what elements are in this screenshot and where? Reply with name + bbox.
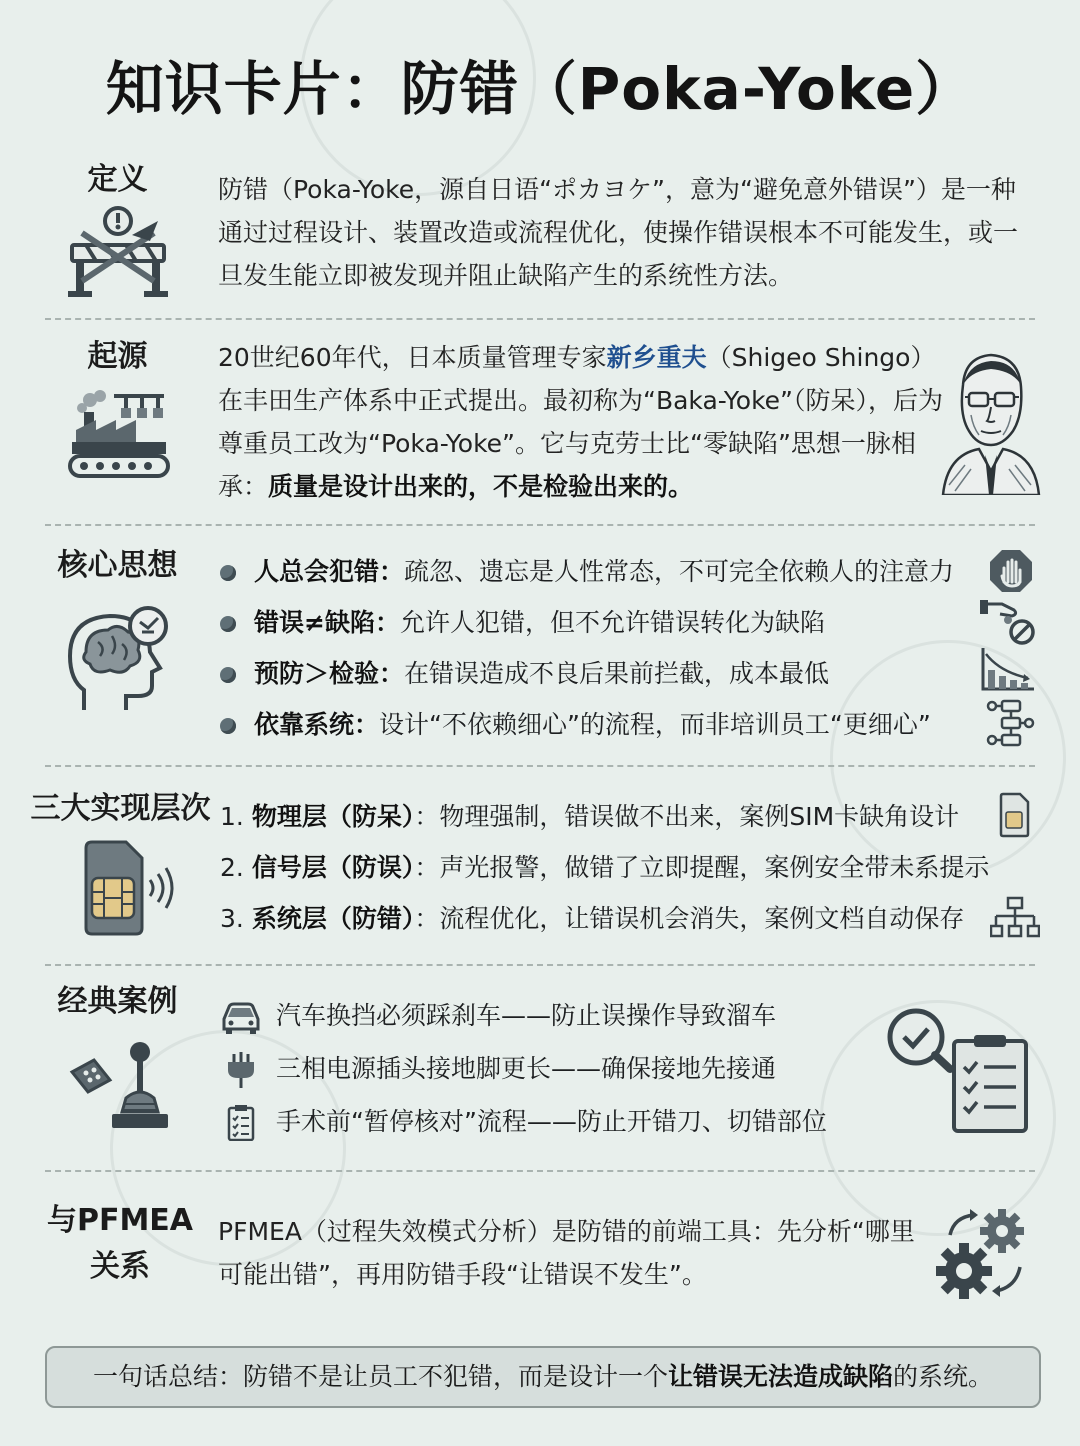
divider [45,318,1035,320]
level-item [220,795,959,839]
level-desc: ：物理强制，错误做不出来，案例SIM卡缺角设计 [414,802,960,831]
core-item-term: 依靠系统： [254,710,380,739]
case-item [220,1100,827,1144]
barrier-warning-icon [66,205,170,299]
pfmea-label-line1: 与PFMEA [46,1203,194,1238]
core-item-desc: 疏忽、遗忘是人性常态，不可完全依赖人的注意力 [404,557,955,586]
origin-text [218,336,948,508]
origin-emphasis: 质量是设计出来的，不是检验出来的。 [268,472,694,501]
hand-block-icon [980,598,1036,646]
hierarchy-icon [990,896,1040,942]
level-number: 1. [220,802,244,831]
page-title: 知识卡片：防错（Poka-Yoke） [105,55,975,123]
bullet-icon [220,616,236,632]
level-item [220,897,964,941]
origin-person-name: 新乡重夫 [606,343,707,372]
level-term: 物理层（防呆） [251,802,415,831]
section-label-origin: 起源 [87,339,148,374]
section-label-cases: 经典案例 [57,984,178,1019]
origin-text-part2: （Shigeo Shingo）在丰田生产体系中正式提出。最初称为“Baka-Yoke”（防呆），后为尊重员工改为“Poka-Yoke”。它与克劳士比“零缺陷”思想一脉相承： [218,343,944,501]
magnifier-checklist-icon [882,1005,1032,1135]
bullet-icon [220,667,236,683]
divider [45,765,1035,767]
pfmea-label-line2: 关系 [90,1249,150,1284]
core-item [220,550,954,594]
section-label-pfmea [40,1198,200,1290]
gears-cycle-icon [934,1205,1034,1301]
case-item-text: 手术前“暂停核对”流程——防止开错刀、切错部位 [276,1107,827,1136]
core-item [220,601,825,645]
bullet-icon [220,718,236,734]
bullet-icon [220,565,236,581]
core-item-term: 人总会犯错： [254,557,405,586]
level-number: 2. [220,853,244,882]
section-label-core: 核心思想 [57,548,178,583]
flowchart-icon [984,698,1036,748]
definition-text: 防错（Poka-Yoke，源自日语“ポカヨケ”，意为“避免意外错误”）是一种通过过程设计、装置改造或流程优化，使操作错误根本不可能发生，或一旦发生能立即被发现并阻止缺陷产生的系统性方法。 [218,175,1019,290]
divider [45,524,1035,526]
core-item-desc: 允许人犯错，但不允许错误转化为缺陷 [399,608,825,637]
level-term: 系统层（防错） [251,904,415,933]
origin-text-part1: 20世纪60年代，日本质量管理专家 [218,343,607,372]
declining-chart-icon [980,646,1036,692]
level-item [220,846,989,890]
sim-card-icon [998,792,1030,838]
summary-box [45,1346,1041,1408]
gear-shifter-icon [66,1040,170,1134]
summary-emphasis: 让错误无法造成缺陷 [667,1362,893,1391]
checklist-icon [220,1105,262,1141]
sim-card-signal-icon [78,840,178,936]
case-item-text: 汽车换挡必须踩刹车——防止误操作导致溜车 [276,1001,777,1030]
case-item [220,1047,776,1091]
divider [45,1170,1035,1172]
core-item-desc: 设计“不依赖细心”的流程，而非培训员工“更细心” [379,710,931,739]
core-item [220,703,931,747]
summary-suffix: 的系统。 [893,1362,994,1391]
factory-icon [66,390,170,486]
stop-hand-icon [988,548,1034,594]
section-label-definition: 定义 [87,162,148,197]
core-item-desc: 在错误造成不良后果前拦截，成本最低 [404,659,830,688]
level-number: 3. [220,904,244,933]
section-label-levels: 三大实现层次 [30,791,211,826]
case-item-text: 三相电源插头接地脚更长——确保接地先接通 [276,1054,777,1083]
level-term: 信号层（防误） [251,853,415,882]
head-brain-icon [64,604,174,712]
case-item [220,994,776,1038]
core-item-term: 错误≠缺陷： [254,608,400,637]
level-desc: ：流程优化，让错误机会消失，案例文档自动保存 [414,904,965,933]
car-icon [220,999,262,1035]
pfmea-text: PFMEA（过程失效模式分析）是防错的前端工具：先分析“哪里可能出错”，再用防错手段“让错误不发生”。 [218,1217,915,1289]
core-item [220,652,829,696]
divider [45,964,1035,966]
summary-prefix: 一句话总结：防错不是让员工不犯错，而是设计一个 [92,1362,668,1391]
core-item-term: 预防＞检验： [254,659,405,688]
plug-icon [220,1052,262,1088]
level-desc: ：声光报警，做错了立即提醒，案例安全带未系提示 [414,853,990,882]
portrait-sketch-icon [935,345,1045,495]
